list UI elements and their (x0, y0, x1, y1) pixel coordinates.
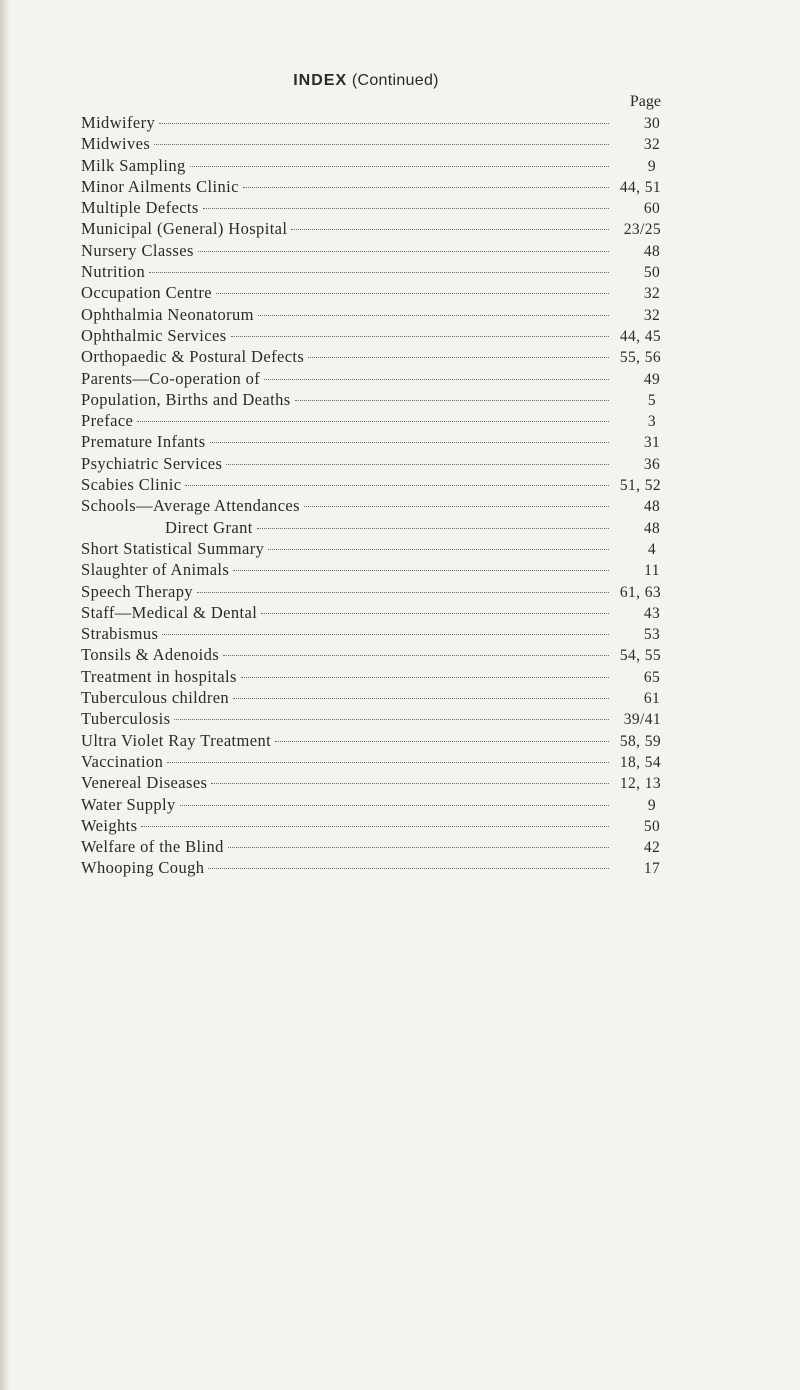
index-entry-pages: 36 (643, 455, 661, 473)
index-entry (81, 517, 661, 538)
index-entry-pages: 65 (643, 668, 661, 686)
index-entry-pages: 3 (647, 413, 657, 431)
index-entry (81, 261, 661, 282)
index-entry-pages: 53 (643, 626, 661, 644)
dot-leader (226, 464, 609, 465)
index-entry (81, 304, 661, 325)
index-entry-name: Population, Births and Deaths (81, 389, 291, 409)
index-entry (81, 730, 661, 751)
dot-leader (228, 847, 609, 848)
dot-leader (268, 549, 609, 550)
dot-leader (174, 719, 609, 720)
index-entry-name: Midwives (81, 134, 151, 154)
index-entry-name: Speech Therapy (81, 581, 194, 601)
index-entry (81, 538, 661, 559)
page-edge-shadow (0, 0, 10, 1390)
index-entry-pages: 50 (643, 817, 661, 835)
index-title-continued: (Continued) (351, 72, 439, 89)
index-page (81, 70, 661, 879)
dot-leader (304, 506, 609, 507)
index-entry (81, 346, 661, 367)
index-entry (81, 325, 661, 346)
index-entry (81, 155, 661, 176)
index-entry (81, 410, 661, 431)
index-entry-name: Nutrition (81, 262, 146, 282)
index-entry-name: Tuberculosis (81, 709, 171, 729)
index-entry (81, 815, 661, 836)
dot-leader (258, 315, 609, 316)
index-entry-name: Staff—Medical & Dental (81, 602, 258, 622)
index-entry-pages: 30 (643, 115, 661, 132)
index-entry-name: Milk Sampling (81, 155, 186, 175)
index-entry-pages: 31 (643, 434, 661, 452)
dot-leader (154, 144, 609, 145)
index-entry-name: Parents—Co-operation of (81, 368, 261, 388)
index-entry (81, 559, 661, 580)
index-entry (81, 772, 661, 793)
index-entry-name: Nursery Classes (81, 240, 194, 260)
index-entry-name: Welfare of the Blind (81, 837, 224, 857)
index-entry-pages: 44, 45 (619, 327, 661, 345)
index-entry (81, 602, 661, 623)
dot-leader (243, 187, 609, 188)
dot-leader (141, 826, 609, 827)
dot-leader (233, 570, 609, 571)
index-entry-name: Ultra Violet Ray Treatment (81, 730, 272, 750)
index-entry-pages: 48 (643, 498, 661, 516)
index-entry (81, 218, 661, 239)
dot-leader (233, 698, 609, 699)
index-title: INDEX (293, 72, 348, 89)
index-entry-name: Slaughter of Animals (81, 560, 230, 580)
index-entry-name: Minor Ailments Clinic (81, 176, 239, 196)
index-entry (81, 453, 661, 474)
dot-leader (231, 336, 609, 337)
dot-leader (203, 208, 609, 209)
index-entry-name: Tuberculous children (81, 688, 230, 708)
index-entry-name: Scabies Clinic (81, 475, 182, 495)
index-entry-name: Strabismus (81, 624, 159, 644)
index-entry-name: Occupation Centre (81, 283, 212, 303)
index-entry-name: Midwifery (81, 113, 156, 132)
index-entry-pages: 32 (643, 306, 661, 324)
index-entry-list (81, 112, 661, 879)
index-heading (71, 70, 661, 92)
index-entry (81, 581, 661, 602)
index-entry-pages: 55, 56 (619, 349, 661, 367)
dot-leader (257, 528, 609, 529)
index-entry-pages: 54, 55 (619, 647, 661, 665)
index-entry (81, 112, 661, 133)
dot-leader (308, 357, 609, 358)
dot-leader (208, 868, 609, 869)
dot-leader (264, 379, 609, 380)
index-entry-name: Vaccination (81, 751, 164, 771)
dot-leader (223, 655, 609, 656)
index-entry-pages: 60 (643, 200, 661, 218)
index-entry (81, 623, 661, 644)
index-entry-pages: 12, 13 (619, 775, 661, 793)
page-column-header: Page (629, 93, 661, 110)
index-entry-pages: 61 (643, 690, 661, 708)
dot-leader (137, 421, 609, 422)
index-entry (81, 133, 661, 154)
index-entry-pages: 61, 63 (619, 583, 661, 601)
index-entry-name: Schools—Average Attendances (81, 496, 300, 516)
dot-leader (197, 592, 609, 593)
index-entry (81, 857, 661, 878)
index-entry (81, 431, 661, 452)
dot-leader (149, 272, 609, 273)
index-entry-pages: 11 (644, 562, 660, 580)
dot-leader (261, 613, 609, 614)
index-entry (81, 240, 661, 261)
index-entry-name: Treatment in hospitals (81, 666, 237, 686)
index-entry-name: Water Supply (81, 794, 176, 814)
dot-leader (295, 400, 609, 401)
index-entry (81, 794, 661, 815)
index-entry (81, 197, 661, 218)
dot-leader (159, 123, 609, 124)
index-entry (81, 176, 661, 197)
index-entry-pages: 50 (643, 264, 661, 282)
index-entry-pages: 42 (643, 839, 661, 857)
index-entry-name: Multiple Defects (81, 198, 199, 218)
index-entry-pages: 18, 54 (619, 753, 661, 771)
dot-leader (198, 251, 609, 252)
index-entry-pages: 23/25 (623, 221, 661, 239)
index-entry-pages: 4 (647, 540, 657, 558)
dot-leader (167, 762, 609, 763)
dot-leader (211, 783, 609, 784)
index-entry-name: Whooping Cough (81, 858, 205, 878)
index-entry-pages: 9 (647, 796, 657, 814)
index-entry-name: Municipal (General) Hospital (81, 219, 288, 239)
dot-leader (291, 229, 609, 230)
index-entry (81, 474, 661, 495)
index-entry-pages: 44, 51 (619, 178, 661, 196)
index-entry-name: Tonsils & Adenoids (81, 645, 220, 665)
index-entry-pages: 43 (643, 604, 661, 622)
index-entry-pages: 17 (643, 860, 661, 878)
dot-leader (210, 442, 609, 443)
index-entry-name: Venereal Diseases (81, 773, 208, 793)
index-entry-name: Ophthalmic Services (81, 325, 227, 345)
index-entry-pages: 49 (643, 370, 661, 388)
index-entry (81, 687, 661, 708)
dot-leader (162, 634, 609, 635)
dot-leader (275, 741, 609, 742)
index-entry (81, 666, 661, 687)
dot-leader (180, 805, 609, 806)
index-entry-name: Weights (81, 815, 138, 835)
index-entry-name: Orthopaedic & Postural Defects (81, 347, 305, 367)
index-entry (81, 495, 661, 516)
index-entry-name: Psychiatric Services (81, 453, 223, 473)
index-entry (81, 644, 661, 665)
index-entry-name: Premature Infants (81, 432, 206, 452)
index-entry-name: Ophthalmia Neonatorum (81, 304, 254, 324)
index-entry-pages: 48 (643, 242, 661, 260)
index-entry (81, 282, 661, 303)
dot-leader (216, 293, 609, 294)
index-entry-pages: 5 (647, 391, 657, 409)
index-entry-pages: 58, 59 (619, 732, 661, 750)
index-entry-pages: 32 (643, 136, 661, 154)
dot-leader (190, 166, 609, 167)
index-entry-pages: 32 (643, 285, 661, 303)
index-entry-pages: 48 (643, 519, 661, 537)
dot-leader (241, 677, 609, 678)
index-entry-pages: 39/41 (623, 711, 661, 729)
index-entry (81, 389, 661, 410)
dot-leader (185, 485, 609, 486)
index-entry (81, 751, 661, 772)
index-entry-name: Direct Grant (165, 517, 253, 537)
index-entry (81, 368, 661, 389)
index-entry-name: Short Statistical Summary (81, 538, 265, 558)
index-entry (81, 708, 661, 729)
index-entry-pages: 9 (647, 157, 657, 175)
index-entry (81, 836, 661, 857)
index-entry-pages: 51, 52 (619, 477, 661, 495)
index-entry-name: Preface (81, 411, 134, 431)
